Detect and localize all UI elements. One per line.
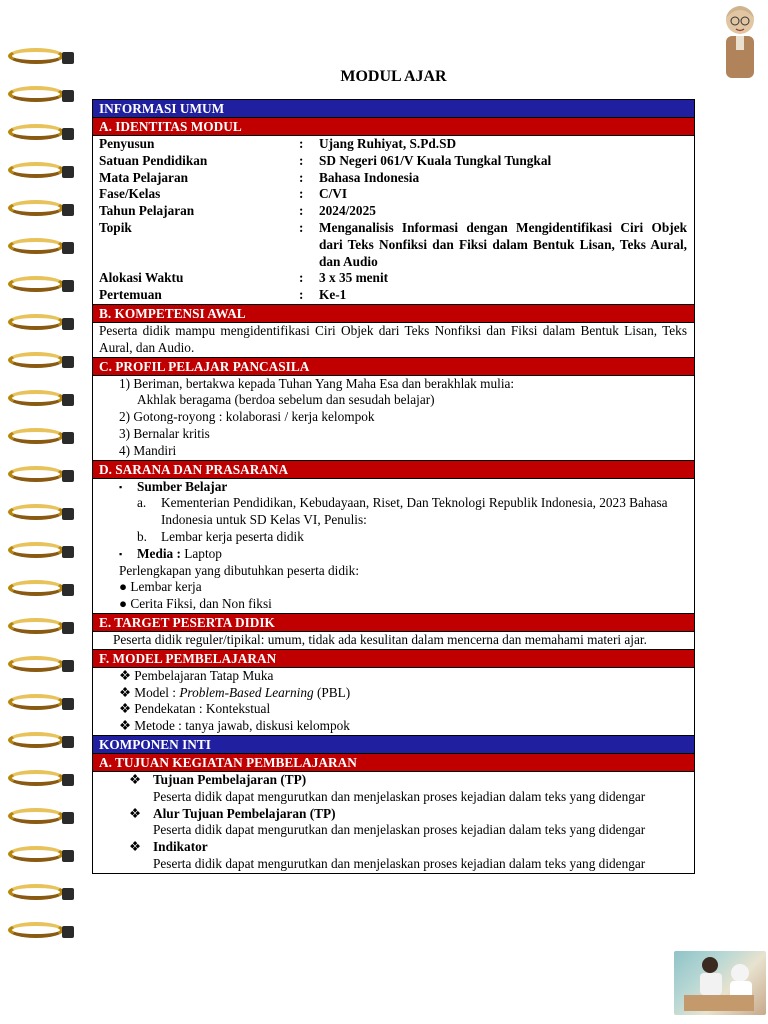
binder-ring-icon <box>6 500 74 526</box>
profil-list <box>93 376 694 461</box>
module-document <box>92 99 695 874</box>
list-item: Perlengkapan yang dibutuhkan peserta didik: <box>119 562 360 578</box>
square-bullet-icon: ▪ <box>119 481 123 492</box>
binder-ring-icon <box>6 272 74 298</box>
section-header-identitas: A. IDENTITAS MODUL <box>93 118 694 136</box>
binder-ring-icon <box>6 766 74 792</box>
identitas-row: Satuan Pendidikan : SD Negeri 061/V Kuala Tungkal Tungkal <box>99 152 552 168</box>
identitas-table <box>93 136 694 305</box>
identitas-row: Topik : Menganalisis Informasi dengan Mengidentifikasi Ciri Objek dari Teks Nonfiksi dan Fiksi dalam Bentuk Lisan, Teks Aural, dan Audio <box>99 219 687 269</box>
section-header-model: F. MODEL PEMBELAJARAN <box>93 650 694 668</box>
list-item: ❖ Indikator Peserta didik dapat mengurutkan dan menjelaskan proses kejadian dalam teks yang didengar <box>129 839 646 871</box>
sarana-list <box>93 479 694 614</box>
section-header-profil: C. PROFIL PELAJAR PANCASILA <box>93 358 694 376</box>
page-title: MODUL AJAR <box>340 68 447 85</box>
section-header-sarana: D. SARANA DAN PRASARANA <box>93 461 694 479</box>
binder-ring-icon <box>6 690 74 716</box>
list-item: b. Lembar kerja peserta didik <box>137 528 304 544</box>
binder-ring-icon <box>6 158 74 184</box>
binder-ring-icon <box>6 614 74 640</box>
identitas-row: Tahun Pelajaran : 2024/2025 <box>99 203 376 219</box>
binder-ring-icon <box>6 234 74 260</box>
section-header-komponen-inti: KOMPONEN INTI <box>93 736 694 754</box>
tujuan-list <box>93 772 694 873</box>
diamond-bullet-icon: ❖ <box>129 839 141 855</box>
target-text: Peserta didik reguler/tipikal: umum, tidak ada kesulitan dalam mencerna dan memahami materi ajar. <box>93 632 694 650</box>
list-item: a. Kementerian Pendidikan, Kebudayaan, Riset, Dan Teknologi Republik Indonesia, 2023 Bahasa Indonesia untuk SD Kelas VI, Penulis: <box>137 495 668 528</box>
binder-ring-icon <box>6 82 74 108</box>
identitas-row: Penyusun : Ujang Ruhiyat, S.Pd.SD <box>99 136 457 151</box>
square-bullet-icon: ▪ <box>119 548 123 559</box>
section-header-kompetensi: B. KOMPETENSI AWAL <box>93 305 694 323</box>
binder-ring-icon <box>6 348 74 374</box>
binder-ring-icon <box>6 880 74 906</box>
classroom-photo <box>674 951 766 1015</box>
binder-ring-icon <box>6 652 74 678</box>
list-item: 1) Beriman, bertakwa kepada Tuhan Yang Maha Esa dan berakhlak mulia: <box>119 375 515 391</box>
identitas-row: Pertemuan : Ke-1 <box>99 287 347 303</box>
identitas-row: Alokasi Waktu : 3 x 35 menit <box>99 270 389 286</box>
teacher-illustration-icon <box>718 0 762 78</box>
binder-ring-icon <box>6 44 74 70</box>
diamond-bullet-icon: ❖ <box>129 771 141 787</box>
list-item: ❖ Pembelajaran Tatap Muka <box>119 667 274 683</box>
binder-ring-icon <box>6 120 74 146</box>
binder-ring-icon <box>6 462 74 488</box>
list-item: ❖ Metode : tanya jawab, diskusi kelompok <box>119 718 350 734</box>
binder-ring-icon <box>6 386 74 412</box>
list-item: ● Lembar kerja <box>119 579 202 595</box>
model-list <box>93 668 694 736</box>
section-header-tujuan: A. TUJUAN KEGIATAN PEMBELAJARAN <box>93 754 694 772</box>
binder-ring-icon <box>6 424 74 450</box>
list-item: ❖ Pendekatan : Kontekstual <box>119 701 271 717</box>
list-item: ▪ Sumber Belajar <box>119 478 228 494</box>
list-item: ❖ Model : Problem-Based Learning (PBL) <box>119 684 351 700</box>
binder-ring-icon <box>6 538 74 564</box>
list-item: Akhlak beragama (berdoa sebelum dan sesudah belajar) <box>137 392 435 408</box>
identitas-row: Mata Pelajaran : Bahasa Indonesia <box>99 169 420 185</box>
binder-ring-icon <box>6 728 74 754</box>
list-item: 2) Gotong-royong : kolaborasi / kerja kelompok <box>119 409 375 425</box>
binder-ring-icon <box>6 842 74 868</box>
binder-ring-icon <box>6 918 74 944</box>
list-item: 3) Bernalar kritis <box>119 425 210 441</box>
binder-ring-icon <box>6 576 74 602</box>
identitas-row: Fase/Kelas : C/VI <box>99 186 348 202</box>
list-item: ❖ Alur Tujuan Pembelajaran (TP) Peserta didik dapat mengurutkan dan menjelaskan proses kejadian dalam teks yang didengar <box>129 805 646 838</box>
binder-ring-icon <box>6 310 74 336</box>
list-item: ● Cerita Fiksi, dan Non fiksi <box>119 596 272 612</box>
diamond-bullet-icon: ❖ <box>129 805 141 821</box>
list-item: 4) Mandiri <box>119 442 177 458</box>
section-header-informasi-umum: INFORMASI UMUM <box>93 100 694 118</box>
binder-ring-icon <box>6 196 74 222</box>
kompetensi-text: Peserta didik mampu mengidentifikasi Ciri Objek dari Teks Nonfiksi dan Fiksi dalam Bentuk Lisan, Teks Aural, dan Audio. <box>93 323 694 358</box>
list-item: ▪ Media : Laptop <box>119 545 222 561</box>
binder-ring-icon <box>6 804 74 830</box>
list-item: ❖ Tujuan Pembelajaran (TP) Peserta didik dapat mengurutkan dan menjelaskan proses kejadian dalam teks yang didengar <box>129 771 646 804</box>
section-header-target: E. TARGET PESERTA DIDIK <box>93 614 694 632</box>
